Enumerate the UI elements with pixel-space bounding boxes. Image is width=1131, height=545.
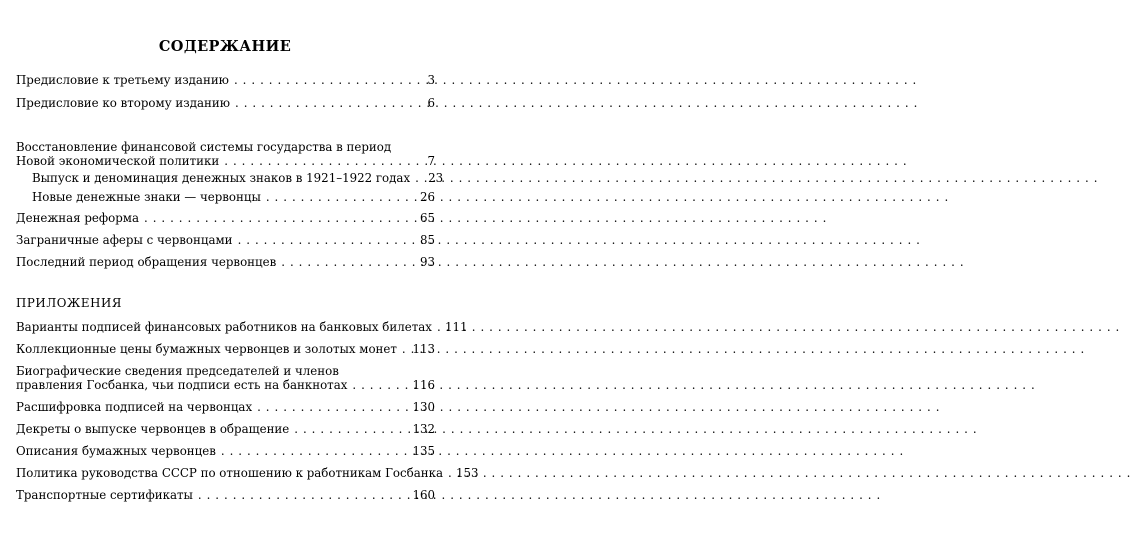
dot-leader xyxy=(402,342,411,356)
toc-entry[interactable] xyxy=(16,140,435,168)
toc-entry-page: 135 xyxy=(412,444,435,458)
toc-entry-title: Заграничные аферы с червонцами xyxy=(16,233,233,247)
toc-entry-page: 3 xyxy=(427,73,435,87)
toc-entry[interactable] xyxy=(16,488,435,502)
toc-entry-title: Новые денежные знаки — червонцы xyxy=(32,190,261,204)
toc-entry-title: Выпуск и деноминация денежных знаков в 1921–1922 годах xyxy=(32,171,411,185)
toc-entry-page: 111 xyxy=(444,320,468,334)
toc-entry-title: Последний период обращения червонцев xyxy=(16,255,277,269)
toc-entry-page: 113 xyxy=(412,342,435,356)
page-title: СОДЕРЖАНИЕ xyxy=(158,38,292,55)
toc-entry-page: 130 xyxy=(412,400,435,414)
toc-entry-page: 26 xyxy=(419,190,435,204)
toc-entry-title: Описания бумажных червонцев xyxy=(16,444,216,458)
dot-leader xyxy=(294,422,410,436)
toc-entry-page: 85 xyxy=(419,233,435,247)
dot-leader xyxy=(234,73,413,87)
toc-entry-title: правления Госбанка, чьи подписи есть на банкнотах xyxy=(16,378,348,392)
toc-entry-title: Политика руководства СССР по отношению к работникам Госбанка xyxy=(16,466,444,480)
toc-entry-page: 132 xyxy=(412,422,435,436)
toc-entry-title-line: Биографические сведения председателей и членов xyxy=(16,364,339,378)
toc-entry-page: 7 xyxy=(427,154,435,168)
toc-subentry[interactable] xyxy=(32,171,444,185)
dot-leader xyxy=(224,154,413,168)
toc-entry[interactable] xyxy=(16,400,435,414)
dot-leader xyxy=(238,233,413,247)
toc-entry[interactable] xyxy=(16,96,435,110)
toc-entry-title: Коллекционные цены бумажных червонцев и золотых монет xyxy=(16,342,397,356)
toc-entry-page: 93 xyxy=(419,255,435,269)
toc-entry-title: Новой экономической политики xyxy=(16,154,220,168)
toc-entry[interactable] xyxy=(16,444,435,458)
toc-entry-page: 6 xyxy=(427,96,435,110)
toc-entry-title: Декреты о выпуске червонцев в обращение xyxy=(16,422,290,436)
dot-leader xyxy=(281,255,413,269)
toc-entry[interactable] xyxy=(16,364,435,392)
dot-leader xyxy=(266,190,413,204)
dot-leader xyxy=(221,444,411,458)
toc-entry-title: Варианты подписей финансовых работников на банковых билетах xyxy=(16,320,432,334)
toc-entry-page: 116 xyxy=(412,378,435,392)
toc-entry-title: Предисловие к третьему изданию xyxy=(16,73,229,87)
toc-entry-page: 153 xyxy=(456,466,479,480)
toc-entry-title: Расшифровка подписей на червонцах xyxy=(16,400,253,414)
dot-leader xyxy=(448,466,454,480)
dot-leader xyxy=(437,320,443,334)
toc-entry[interactable] xyxy=(16,255,435,269)
toc-entry[interactable] xyxy=(16,233,435,247)
toc-entry-page: 23 xyxy=(428,171,444,185)
toc-entry[interactable] xyxy=(16,342,435,356)
toc-entry-page: 65 xyxy=(419,211,435,225)
dot-leader xyxy=(257,400,410,414)
toc-entry[interactable] xyxy=(16,422,435,436)
appendix-heading: ПРИЛОЖЕНИЯ xyxy=(16,296,122,310)
toc-entry[interactable] xyxy=(16,211,435,225)
toc-entry[interactable] xyxy=(16,73,435,87)
toc-entry[interactable] xyxy=(16,320,468,334)
toc-subentry[interactable] xyxy=(32,190,435,204)
dot-leader xyxy=(198,488,411,502)
toc-entry[interactable] xyxy=(16,466,479,480)
toc-entry-title: Предисловие ко второму изданию xyxy=(16,96,230,110)
dot-leader xyxy=(415,171,421,185)
toc-entry-title: Транспортные сертификаты xyxy=(16,488,193,502)
toc-page xyxy=(0,0,479,545)
toc-entry-page: 160 xyxy=(412,488,435,502)
dot-leader xyxy=(235,96,413,110)
toc-entry-title-line: Восстановление финансовой системы государства в период xyxy=(16,140,392,154)
dot-leader xyxy=(144,211,413,225)
toc-entry-title: Денежная реформа xyxy=(16,211,139,225)
dot-leader xyxy=(352,378,410,392)
